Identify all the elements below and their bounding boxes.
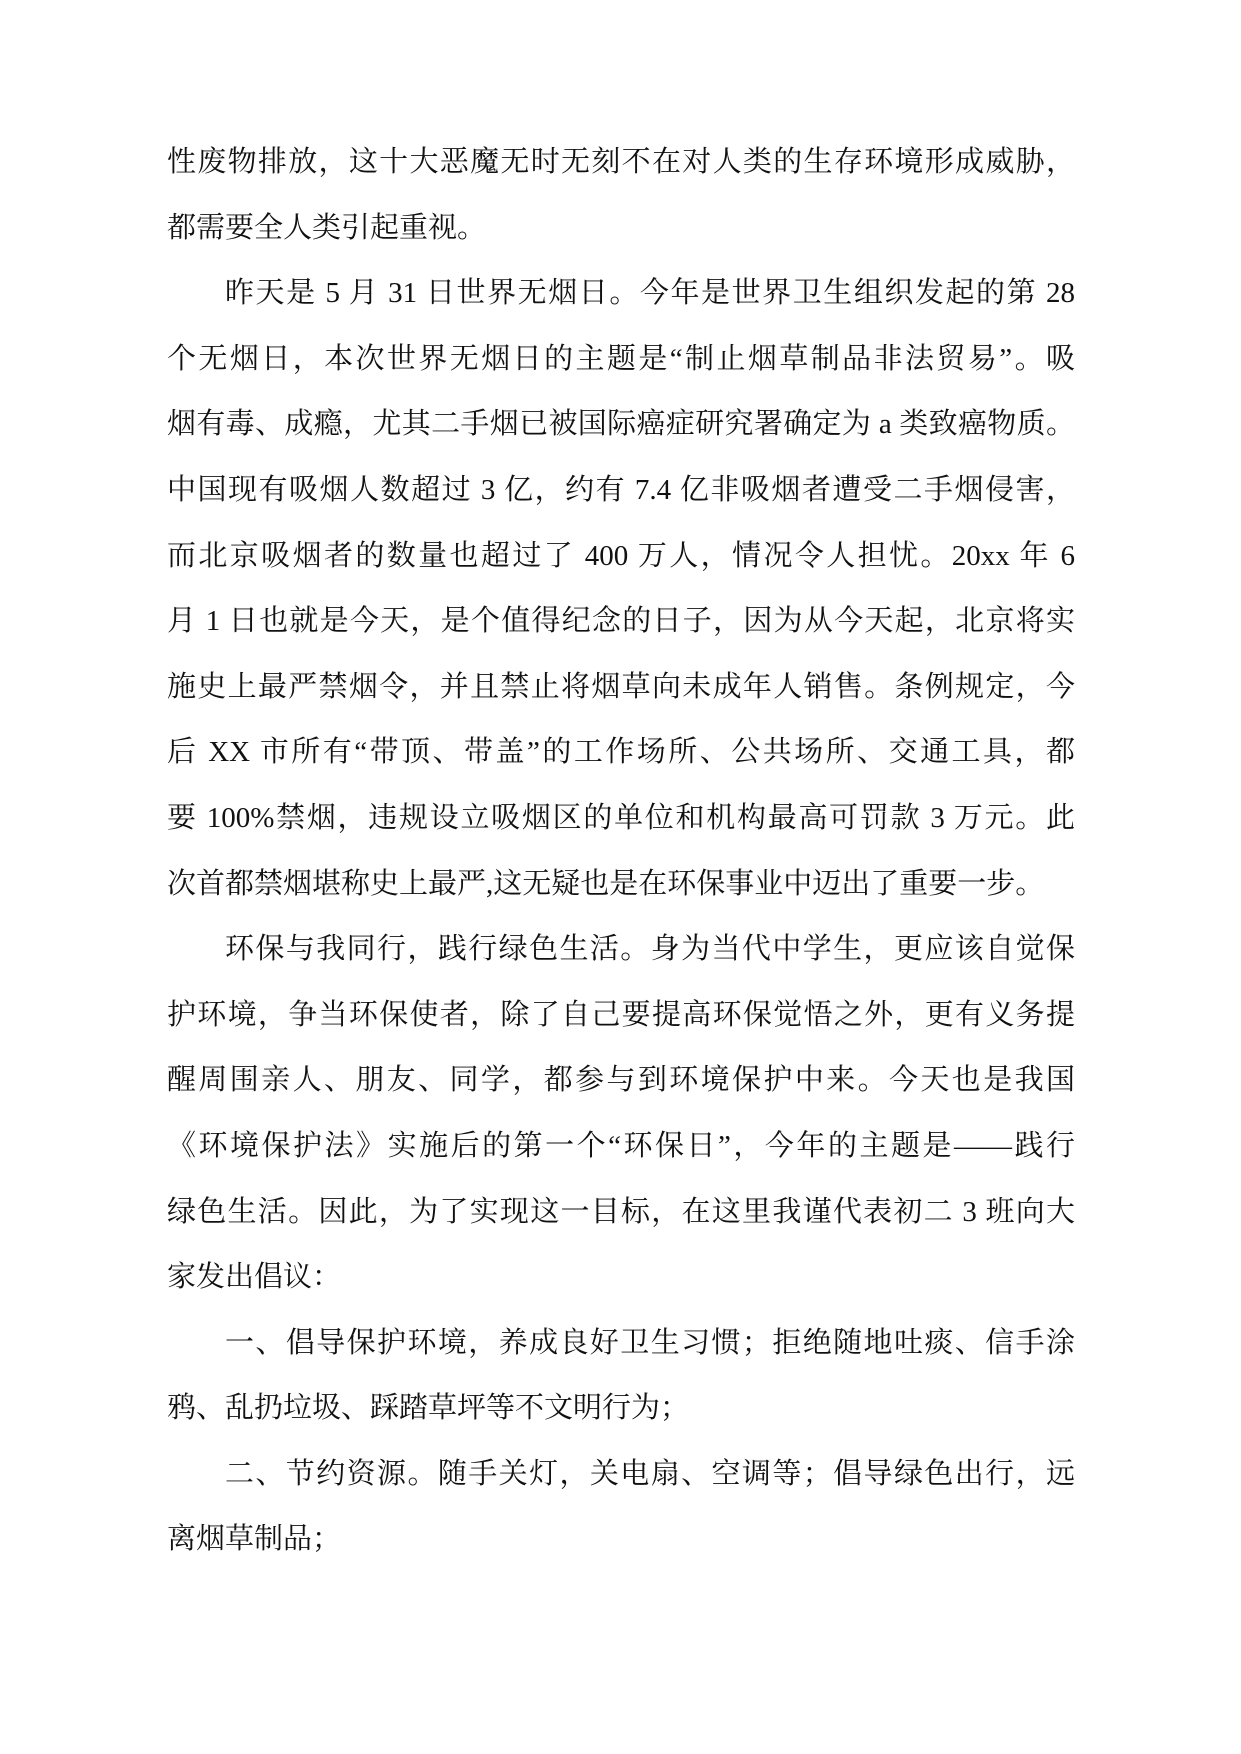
text-line: 离烟草制品； (167, 1523, 342, 1556)
text-line: 个无烟日，本次世界无烟日的主题是“制止烟草制品非法贸易”。吸 (167, 342, 1075, 375)
text-line: 月 1 日也就是今天，是个值得纪念的日子，因为从今天起，北京将实 (167, 605, 1075, 638)
text-line: 要 100%禁烟，违规设立吸烟区的单位和机构最高可罚款 3 万元。此 (167, 801, 1075, 834)
text-line: 都需要全人类引起重视。 (167, 211, 487, 244)
text-line: 后 XX 市所有“带顶、带盖”的工作场所、公共场所、交通工具，都 (167, 736, 1075, 769)
text-line: 一、倡导保护环境，养成良好卫生习惯；拒绝随地吐痰、信手涂 (225, 1326, 1075, 1359)
text-line: 施史上最严禁烟令，并且禁止将烟草向未成年人销售。条例规定，今 (167, 670, 1075, 703)
text-line: 护环境，争当环保使者，除了自己要提高环保觉悟之外，更有义务提 (167, 998, 1075, 1031)
text-line: 鸦、乱扔垃圾、踩踏草坪等不文明行为； (167, 1392, 690, 1425)
text-line: 醒周围亲人、朋友、同学，都参与到环境保护中来。今天也是我国 (167, 1064, 1075, 1097)
document-body (167, 130, 1075, 1573)
text-line: 二、节约资源。随手关灯，关电扇、空调等；倡导绿色出行，远 (225, 1457, 1075, 1490)
text-line: 昨天是 5 月 31 日世界无烟日。今年是世界卫生组织发起的第 28 (225, 277, 1075, 310)
text-line: 环保与我同行，践行绿色生活。身为当代中学生，更应该自觉保 (225, 933, 1075, 966)
text-line: 绿色生活。因此，为了实现这一目标，在这里我谨代表初二 3 班向大 (167, 1195, 1075, 1228)
text-line: 中国现有吸烟人数超过 3 亿，约有 7.4 亿非吸烟者遭受二手烟侵害， (167, 473, 1075, 506)
text-line: 次首都禁烟堪称史上最严,这无疑也是在环保事业中迈出了重要一步。 (167, 867, 1045, 900)
text-line: 而北京吸烟者的数量也超过了 400 万人，情况令人担忧。20xx 年 6 (167, 539, 1075, 572)
text-line: 性废物排放，这十大恶魔无时无刻不在对人类的生存环境形成威胁， (167, 146, 1075, 178)
text-line: 烟有毒、成瘾，尤其二手烟已被国际癌症研究署确定为 a 类致癌物质。 (167, 408, 1075, 441)
text-line: 《环境保护法》实施后的第一个“环保日”，今年的主题是——践行 (167, 1129, 1075, 1162)
text-line: 家发出倡议： (167, 1261, 342, 1294)
